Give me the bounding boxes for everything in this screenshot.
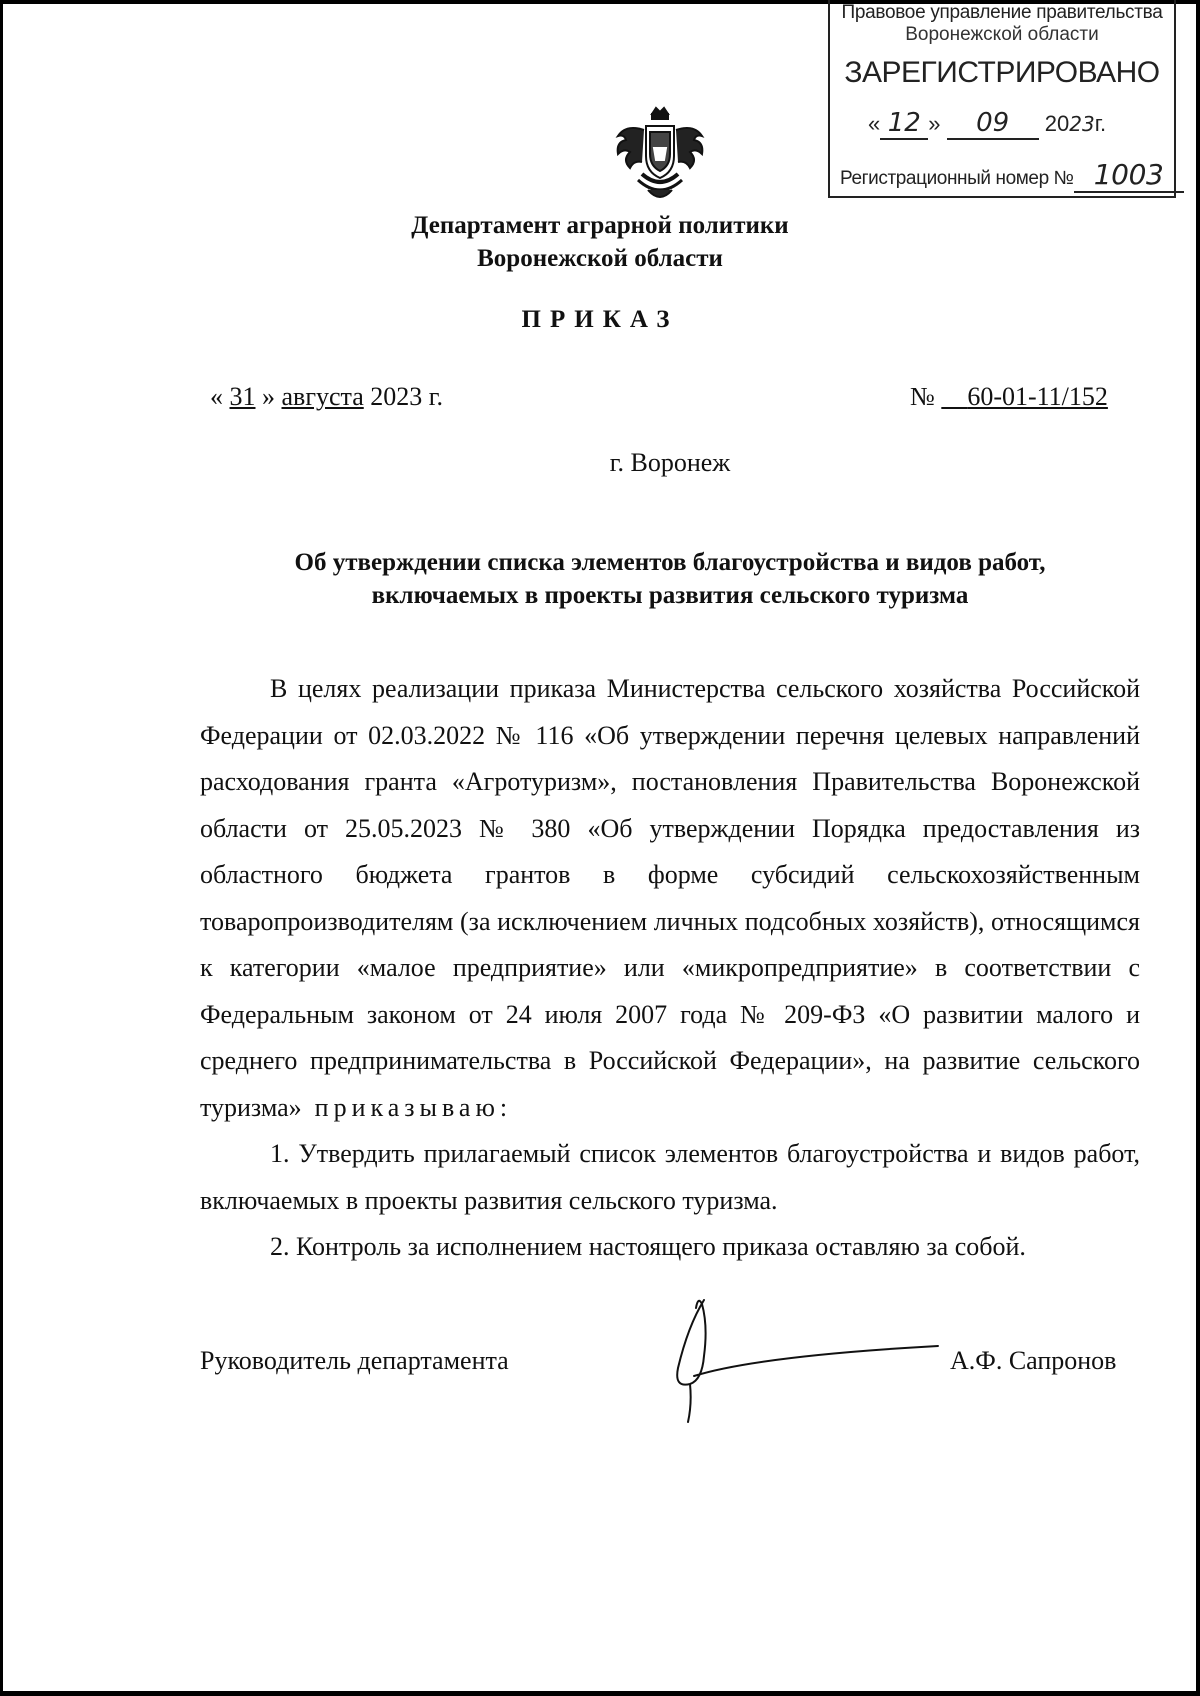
stamp-date: [868, 108, 1106, 140]
signatory-role: Руководитель департамента: [200, 1346, 509, 1375]
stamp-date-open: «: [868, 111, 881, 136]
order-date: [210, 382, 443, 412]
stamp-date-month: 09: [976, 108, 1010, 138]
order-body: [200, 666, 1140, 1271]
stamp-reg-number-value: 1003: [1074, 158, 1184, 193]
stamp-date-year-unit: г.: [1094, 111, 1107, 136]
order-number: [910, 382, 1108, 412]
department-name-line2: Воронежской области: [477, 245, 723, 272]
order-item-1: 1. Утвердить прилагаемый список элементов благоустройства и видов работ, включаемых в проекты развития сельского туризма.: [200, 1139, 1140, 1215]
stamp-date-day: 12: [887, 108, 921, 138]
order-title-line1: Об утверждении списка элементов благоустройства и видов работ,: [294, 549, 1046, 576]
document-type: ПРИКАЗ: [521, 306, 679, 333]
order-item-2: 2. Контроль за исполнением настоящего приказа оставляю за собой.: [270, 1232, 1026, 1261]
stamp-date-year-prefix: 20: [1044, 111, 1070, 136]
signatory-name: А.Ф. Сапронов: [950, 1346, 1117, 1375]
order-number-value: 60-01-11/152: [967, 382, 1108, 411]
stamp-date-year-suffix: 23: [1069, 112, 1095, 136]
order-date-month: августа: [281, 382, 364, 411]
stamp-date-close: »: [928, 111, 941, 136]
stamp-registered: ЗАРЕГИСТРИРОВАНО: [844, 56, 1160, 89]
order-date-open: «: [210, 382, 223, 411]
stamp-reg-number-label: Регистрационный номер №: [840, 168, 1074, 189]
coat-of-arms-icon: [608, 104, 712, 208]
order-city: г. Воронеж: [609, 448, 731, 477]
handwritten-signature-icon: [668, 1296, 940, 1426]
stamp-org-line1: Правовое управление правительства: [841, 2, 1163, 23]
scan-edge-bottom: [0, 1691, 1200, 1696]
order-preamble-text: В целях реализации приказа Министерства сельского хозяйства Российской Федерации от 02.03.2022 № 116 «Об утверждении перечня целевых направлений расходования гранта «Агротуризм», постановления Правительства Воронежской области от 25.05.2023 № 380 «Об утверждении Порядка предоставления из областного бюджета грантов в форме субсидий сельскохозяйственным товаропроизводителям (за исключением личных подсобных хозяйств), относящимся к категории «малое предприятие» или «микропредприятие» в соответствии с Федеральным законом от 24 июля 2007 года № 209-ФЗ «О развитии малого и среднего предпринимательства в Российской Федерации», на развитие сельского туризма»: [200, 674, 1140, 1122]
order-date-year: 2023 г.: [370, 382, 443, 411]
department-name-line1: Департамент аграрной политики: [411, 212, 789, 239]
order-title-line2: включаемых в проекты развития сельского туризма: [371, 582, 969, 609]
stamp-reg-number: [840, 158, 1184, 193]
order-preamble: [200, 666, 1140, 1131]
order-number-sign: №: [910, 382, 935, 411]
order-date-day: 31: [229, 382, 256, 411]
order-date-close: »: [262, 382, 275, 411]
order-title: [200, 546, 1140, 612]
order-directive: приказываю:: [314, 1092, 513, 1122]
registration-stamp: [828, 0, 1176, 198]
stamp-org-line2: Воронежской области: [905, 24, 1099, 45]
